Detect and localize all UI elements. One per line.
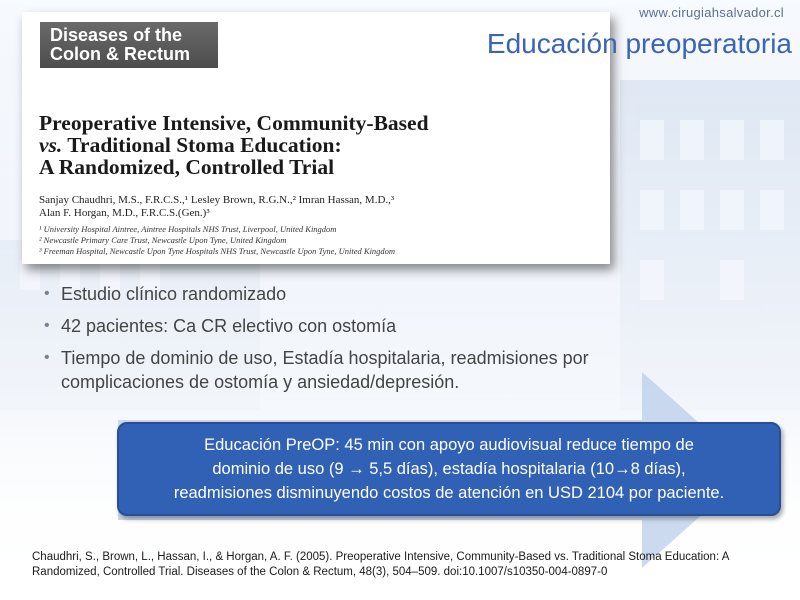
bullet-list <box>44 282 694 402</box>
citation <box>32 550 792 580</box>
affiliation-1: ¹ University Hospital Aintree, Aintree Hospitals NHS Trust, Liverpool, United Kingdom <box>39 224 337 234</box>
journal-logo-line2: Colon & Rectum <box>50 44 191 64</box>
bullet-item <box>44 282 694 306</box>
bullet-icon: • <box>44 285 50 302</box>
summary-callout <box>117 422 781 516</box>
callout-line1: Educación PreOP: 45 min con apoyo audiovisual reduce tiempo de <box>204 436 694 454</box>
affiliation-3: ³ Freeman Hospital, Newcastle Upon Tyne Hospitals NHS Trust, Newcastle Upon Tyne, United Kingdom <box>39 246 396 256</box>
bullet-icon: • <box>44 349 50 366</box>
paper-title-line2 <box>39 134 599 156</box>
callout-line3: readmisiones disminuyendo costos de atención en USD 2104 por paciente. <box>173 484 725 502</box>
bullet-item <box>44 346 694 394</box>
paper-authors <box>39 194 599 220</box>
bullet-text: Estudio clínico randomizado <box>61 284 287 304</box>
paper-title-line2-rest: Traditional Stoma Education: <box>62 133 342 157</box>
citation-line2: Randomized, Controlled Trial. Diseases of the Colon & Rectum, 48(3), 504–509. doi:10.1007/s10350-004-0897-0 <box>32 566 608 578</box>
journal-logo <box>40 22 218 68</box>
paper-authors-line2: Alan F. Horgan, M.D., F.R.C.S.(Gen.)³ <box>39 207 210 219</box>
bullet-text: 42 pacientes: Ca CR electivo con ostomía <box>61 316 397 336</box>
paper-title-line1: Preoperative Intensive, Community-Based <box>39 111 429 135</box>
paper-title-line3: A Randomized, Controlled Trial <box>39 155 335 179</box>
bullet-item <box>44 314 694 338</box>
paper-affiliations <box>39 224 599 257</box>
paper-title-vs: vs. <box>39 133 63 157</box>
bullet-icon: • <box>44 317 50 334</box>
citation-line1: Chaudhri, S., Brown, L., Hassan, I., & Horgan, A. F. (2005). Preoperative Intensive, Community-Based vs. Traditional Stoma Education: A <box>32 551 730 563</box>
paper-title <box>39 112 599 178</box>
callout-line2: dominio de uso (9 → 5,5 días), estadía hospitalaria (10→8 días), <box>212 460 686 478</box>
bullet-text: Tiempo de dominio de uso, Estadía hospitalaria, readmisiones por complicaciones de ostomía y ansiedad/depresión. <box>61 348 589 392</box>
journal-logo-line1: Diseases of the <box>50 25 183 45</box>
affiliation-2: ² Newcastle Primary Care Trust, Newcastle Upon Tyne, United Kingdom <box>39 235 287 245</box>
slide-title: Educación preoperatoria <box>486 28 792 59</box>
site-url: www.cirugiahsalvador.cl <box>639 5 784 20</box>
paper-authors-line1: Sanjay Chaudhri, M.S., F.R.C.S.,¹ Lesley Brown, R.G.N.,² Imran Hassan, M.D.,³ <box>39 194 395 206</box>
